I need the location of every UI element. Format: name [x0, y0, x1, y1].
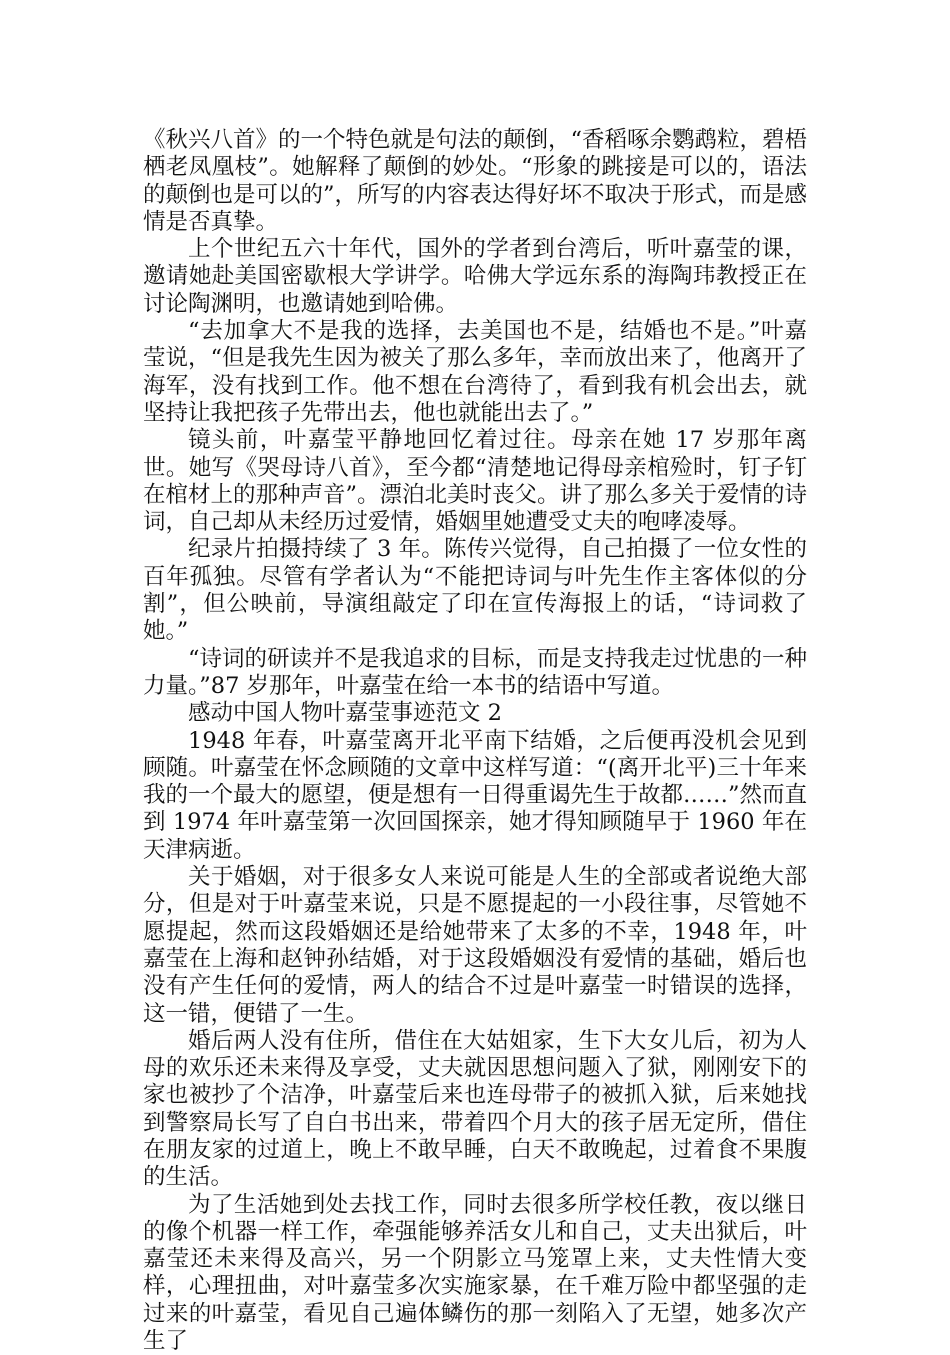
paragraph: “去加拿大不是我的选择，去美国也不是，结婚也不是。”叶嘉莹说，“但是我先生因为被关了那么多年，幸而放出来了，他离开了海军，没有找到工作。他不想在台湾待了，看到我有机会出去，就坚持让我把孩子先带出去，他也就能出去了。”: [143, 318, 808, 426]
paragraph: 婚后两人没有住所，借住在大姑姐家，生下大女儿后，初为人母的欢乐还未来得及享受，丈夫就因思想问题入了狱，刚刚安下的家也被抄了个洁净，叶嘉莹后来也连母带子的被抓入狱，后来她找到警察局长写了自白书出来，带着四个月大的孩子居无定所，借住在朋友家的过道上，晚上不敢早睡，白天不敢晚起，过着食不果腹的生活。: [143, 1027, 807, 1191]
document-body: [143, 127, 807, 1355]
paragraph: “诗词的研读并不是我追求的目标，而是支持我走过忧患的一种力量。”87 岁那年，叶嘉莹在给一本书的结语中写道。: [143, 645, 808, 699]
paragraph: 为了生活她到处去找工作，同时去很多所学校任教，夜以继日的像个机器一样工作，牵强能够养活女儿和自己，丈夫出狱后，叶嘉莹还未来得及高兴，另一个阴影立马笼罩上来，丈夫性情大变样，心理扭曲，对叶嘉莹多次实施家暴，在千难万险中都坚强的走过来的叶嘉莹，看见自己遍体鳞伤的那一刻陷入了无望，她多次产生了: [143, 1191, 807, 1355]
paragraph: 上个世纪五六十年代，国外的学者到台湾后，听叶嘉莹的课，邀请她赴美国密歇根大学讲学。哈佛大学远东系的海陶玮教授正在讨论陶渊明，也邀请她到哈佛。: [143, 236, 807, 317]
section-heading: 感动中国人物叶嘉莹事迹范文 2: [188, 700, 502, 727]
paragraph: 《秋兴八首》的一个特色就是句法的颠倒，“香稻啄余鹦鹉粒，碧梧栖老凤凰枝”。她解释了颠倒的妙处。“形象的跳接是可以的，语法的颠倒也是可以的”，所写的内容表达得好坏不取决于形式，而是感情是否真挚。: [143, 127, 808, 235]
paragraph: 关于婚姻，对于很多女人来说可能是人生的全部或者说绝大部分，但是对于叶嘉莹来说，只是不愿提起的一小段往事，尽管她不愿提起，然而这段婚姻还是给她带来了太多的不幸，1948 年，叶嘉莹在上海和赵钟孙结婚，对于这段婚姻没有爱情的基础，婚后也没有产生任何的爱情，两人的结合不过是叶嘉莹一时错误的选择，这一错，便错了一生。: [143, 864, 807, 1027]
paragraph: 纪录片拍摄持续了 3 年。陈传兴觉得，自己拍摄了一位女性的百年孤独。尽管有学者认为“不能把诗词与叶先生作主客体似的分割”，但公映前，导演组敲定了印在宣传海报上的话，“诗词救了她。”: [143, 536, 807, 645]
paragraph: 镜头前，叶嘉莹平静地回忆着过往。母亲在她 17 岁那年离世。她写《哭母诗八首》，至今都“清楚地记得母亲棺殓时，钉子钉在棺材上的那种声音”。漂泊北美时丧父。讲了那么多关于爱情的诗词，自己却从未经历过爱情，婚姻里她遭受丈夫的咆哮凌辱。: [143, 427, 808, 536]
paragraph: 1948 年春，叶嘉莹离开北平南下结婚，之后便再没机会见到顾随。叶嘉莹在怀念顾随的文章中这样写道：“(离开北平)三十年来我的一个最大的愿望，便是想有一日得重谒先生于故都……”然而直到 1974 年叶嘉莹第一次回国探亲，她才得知顾随早于 1960 年在天津病逝。: [143, 727, 808, 863]
